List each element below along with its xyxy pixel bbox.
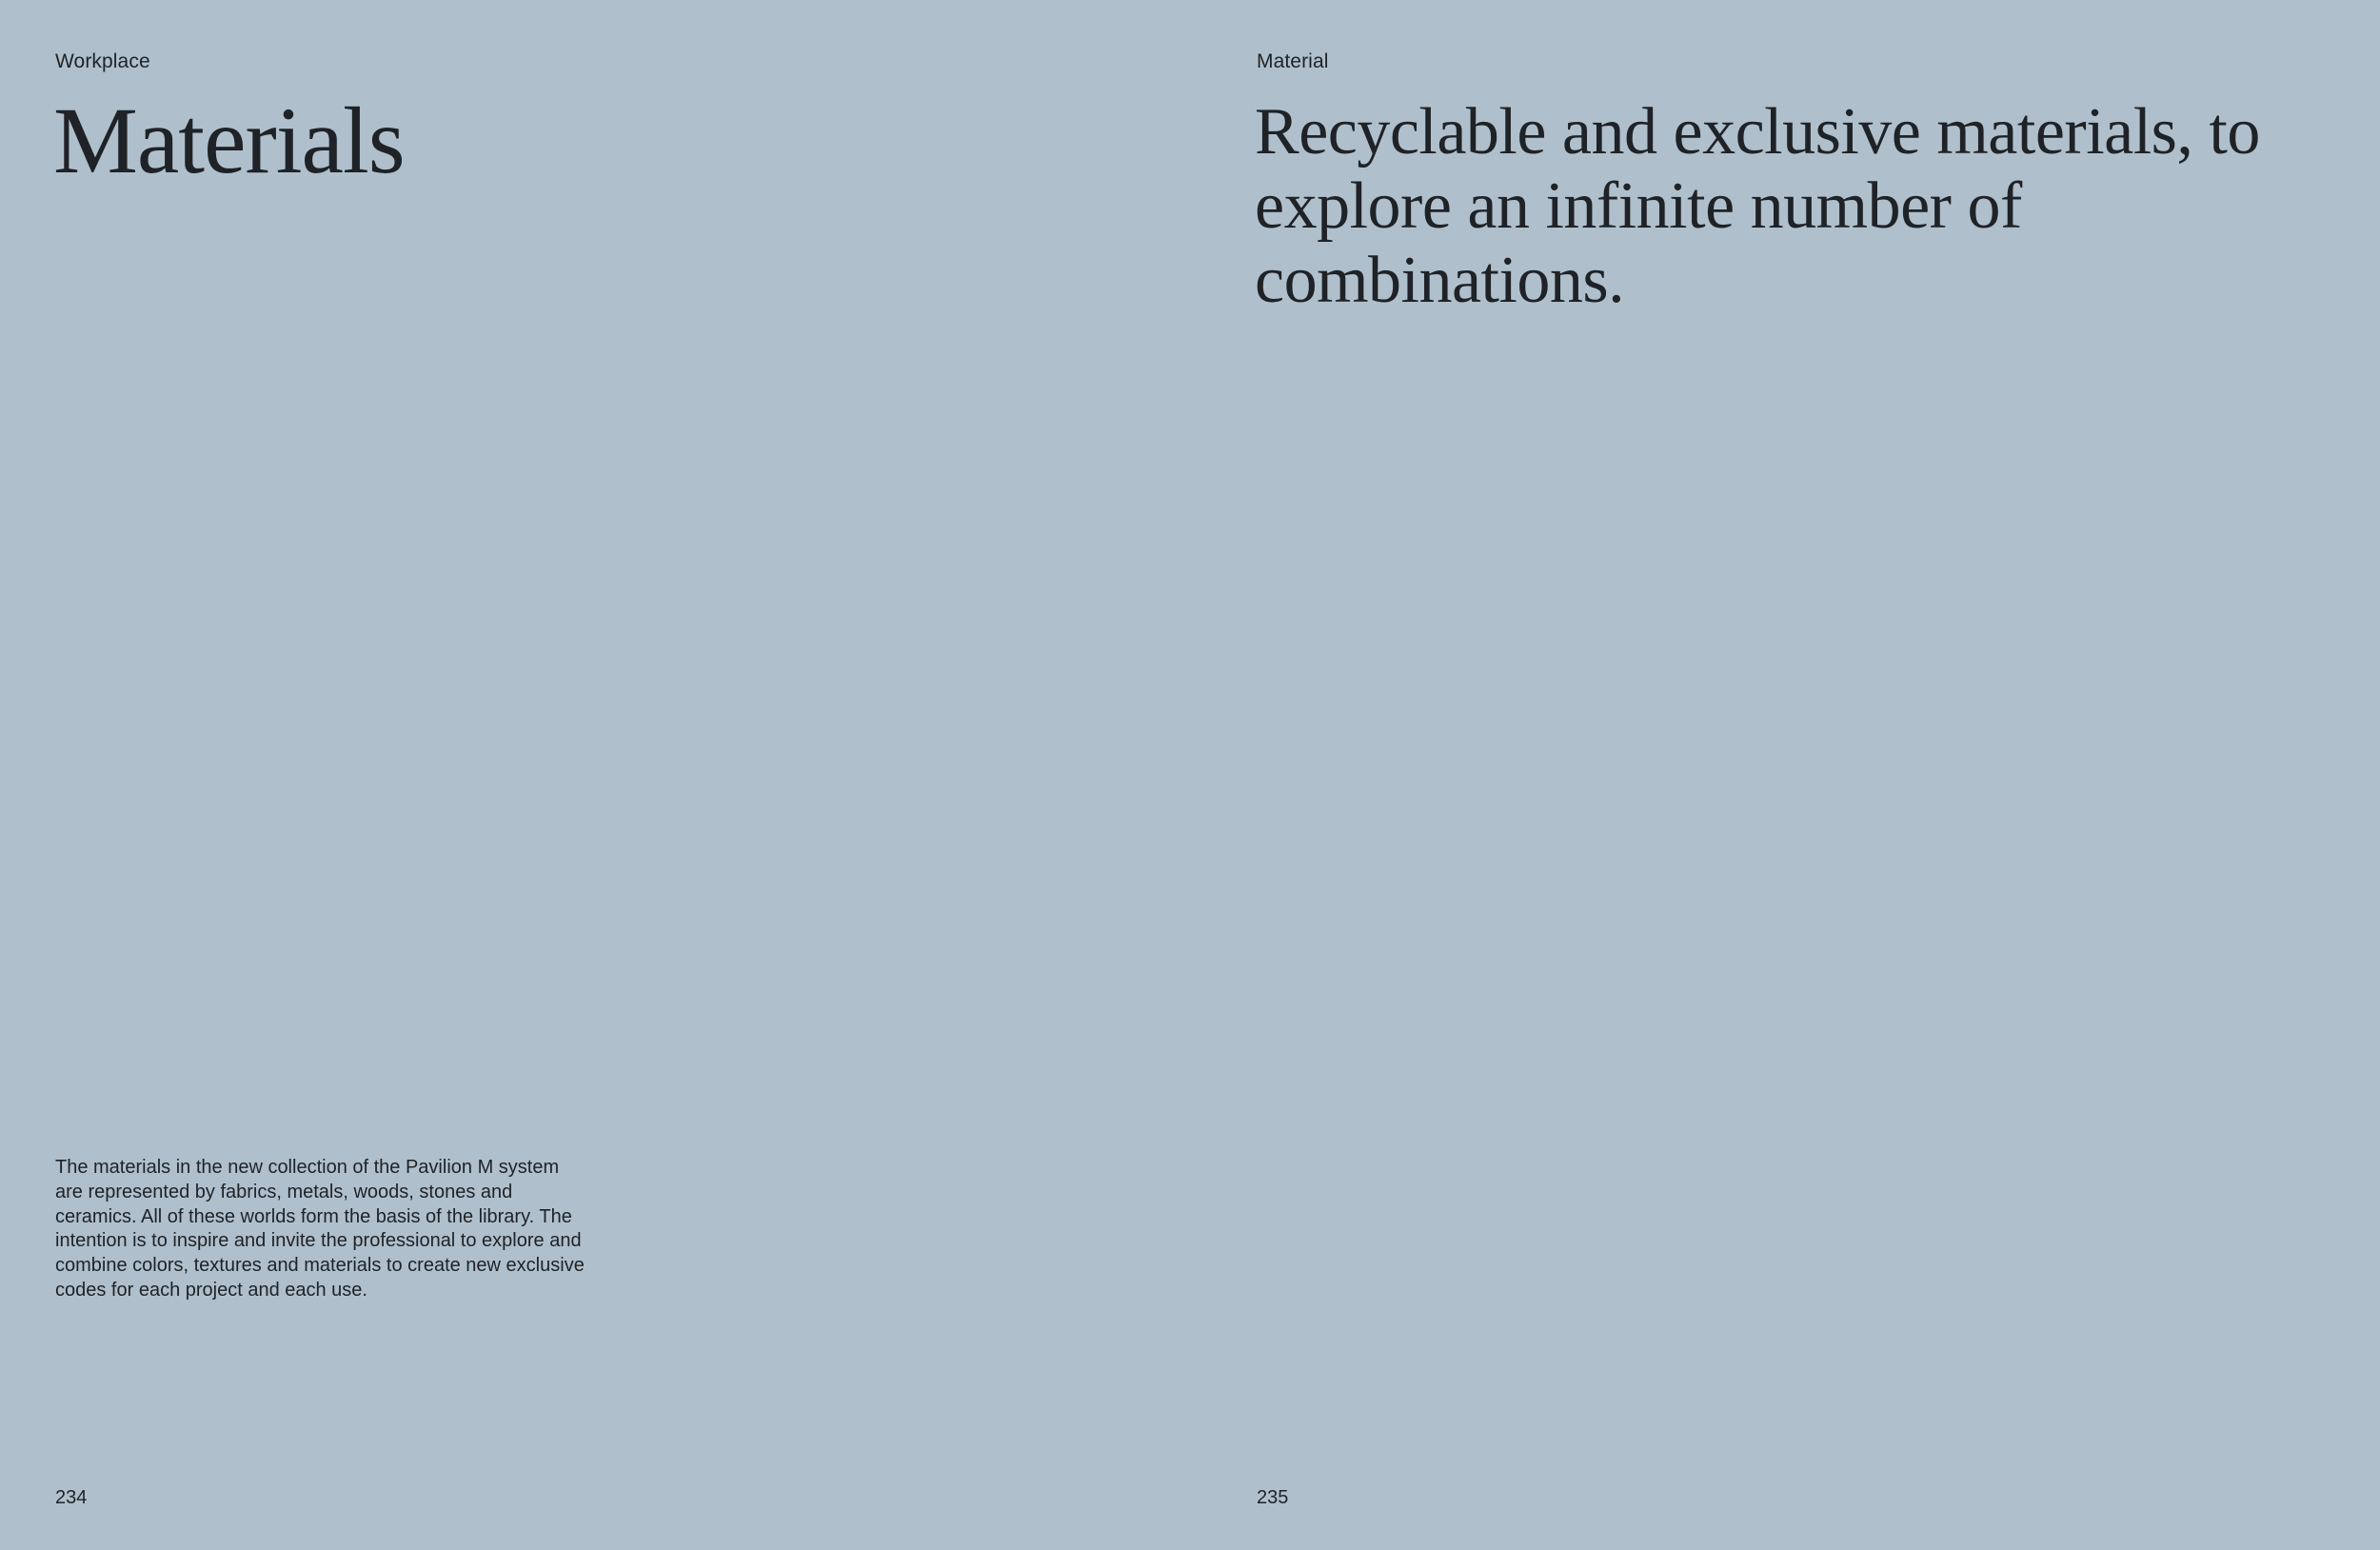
section-label: Material <box>1257 50 1329 72</box>
page-number: 234 <box>55 1487 88 1508</box>
page-number: 235 <box>1257 1487 1289 1508</box>
page-title: Materials <box>53 88 405 193</box>
headline-statement: Recyclable and exclusive materials, to explore an infinite number of combinations. <box>1255 95 2260 317</box>
body-paragraph: The materials in the new collection of the Pavilion M system are represented by fabrics, metals, woods, stones and ceramics. All of these worlds form the basis of the library. The intention is to inspire and invite the professional to explore and combine colors, textures and materials to create new exclusive codes for each project and each use. <box>55 1157 585 1301</box>
right-page <box>1190 0 2380 1550</box>
section-label: Workplace <box>55 50 150 72</box>
